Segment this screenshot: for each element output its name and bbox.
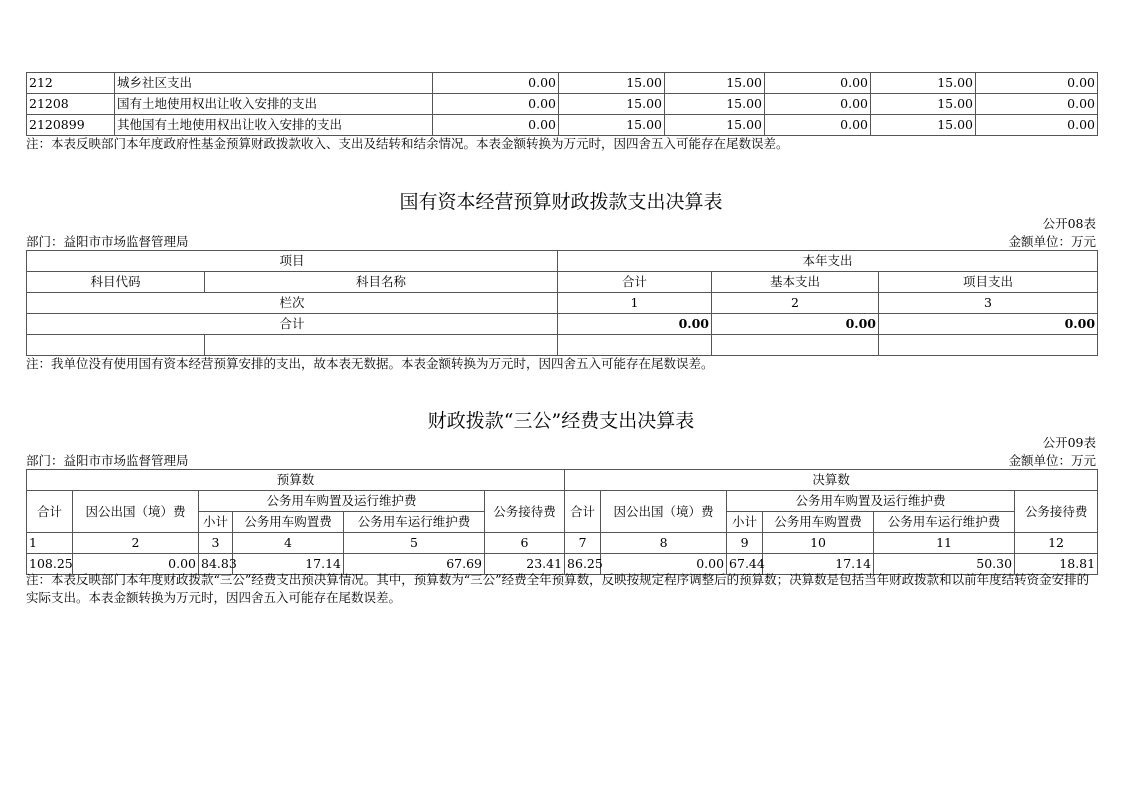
amount-cell: 0.00 bbox=[433, 73, 559, 94]
amount-cell: 0.00 bbox=[765, 115, 871, 136]
table-row bbox=[27, 293, 1098, 314]
table-row bbox=[27, 272, 1098, 293]
empty-cell bbox=[879, 335, 1098, 356]
amount-cell: 15.00 bbox=[559, 94, 665, 115]
amount-cell: 108.25 bbox=[27, 554, 73, 575]
department-label: 部门：益阳市市场监督管理局 bbox=[26, 453, 189, 468]
amount-cell: 15.00 bbox=[665, 94, 765, 115]
amount-cell: 0.00 bbox=[765, 73, 871, 94]
amount-cell: 50.30 bbox=[874, 554, 1015, 575]
table-row bbox=[27, 335, 1098, 356]
header-car: 公务用车购置及运行维护费 bbox=[727, 491, 1015, 512]
empty-cell bbox=[27, 335, 205, 356]
column-index: 5 bbox=[344, 533, 485, 554]
header-car-purchase: 公务用车购置费 bbox=[233, 512, 344, 533]
header-total: 合计 bbox=[27, 491, 73, 533]
subject-name: 其他国有土地使用权出让收入安排的支出 bbox=[115, 115, 433, 136]
amount-cell: 0.00 bbox=[976, 115, 1098, 136]
header-abroad: 因公出国（境）费 bbox=[601, 491, 727, 533]
header-year-expense: 本年支出 bbox=[558, 251, 1098, 272]
header-subject-code: 科目代码 bbox=[27, 272, 205, 293]
header-project: 项目支出 bbox=[879, 272, 1098, 293]
department-label: 部门：益阳市市场监督管理局 bbox=[26, 234, 189, 249]
header-subtotal: 小计 bbox=[199, 512, 233, 533]
amount-cell: 0.00 bbox=[433, 115, 559, 136]
three-public-table bbox=[26, 469, 1098, 575]
table-row bbox=[27, 470, 1098, 491]
three-public-table-title: 财政拨款“三公”经费支出决算表 bbox=[427, 410, 695, 432]
column-index: 1 bbox=[27, 533, 73, 554]
amount-cell: 67.44 bbox=[727, 554, 763, 575]
total-amount: 0.00 bbox=[879, 314, 1098, 335]
amount-cell: 15.00 bbox=[559, 73, 665, 94]
header-subtotal: 小计 bbox=[727, 512, 763, 533]
subject-code: 2120899 bbox=[27, 115, 115, 136]
capital-table-note: 注：我单位没有使用国有资本经营预算安排的支出，故本表无数据。本表金额转换为万元时，因四舍五入可能存在尾数误差。 bbox=[26, 356, 714, 371]
amount-cell: 17.14 bbox=[763, 554, 874, 575]
table-row bbox=[27, 115, 1098, 136]
table-row bbox=[27, 491, 1098, 512]
amount-cell: 84.83 bbox=[199, 554, 233, 575]
amount-cell: 15.00 bbox=[559, 115, 665, 136]
table-row bbox=[27, 314, 1098, 335]
header-subject-name: 科目名称 bbox=[205, 272, 558, 293]
amount-unit-label: 金额单位：万元 bbox=[1008, 453, 1096, 468]
amount-cell: 67.69 bbox=[344, 554, 485, 575]
amount-cell: 0.00 bbox=[976, 94, 1098, 115]
subject-name: 城乡社区支出 bbox=[115, 73, 433, 94]
capital-table-title: 国有资本经营预算财政拨款支出决算表 bbox=[399, 191, 723, 213]
amount-cell: 17.14 bbox=[233, 554, 344, 575]
column-index: 11 bbox=[874, 533, 1015, 554]
amount-cell: 15.00 bbox=[665, 73, 765, 94]
column-index: 2 bbox=[73, 533, 199, 554]
subject-code: 21208 bbox=[27, 94, 115, 115]
amount-cell: 15.00 bbox=[871, 94, 976, 115]
column-index: 12 bbox=[1015, 533, 1098, 554]
table-row bbox=[27, 94, 1098, 115]
amount-cell: 15.00 bbox=[665, 115, 765, 136]
table-row bbox=[27, 73, 1098, 94]
header-budget: 预算数 bbox=[27, 470, 565, 491]
header-car-operation: 公务用车运行维护费 bbox=[344, 512, 485, 533]
header-total: 合计 bbox=[565, 491, 601, 533]
column-index-label: 栏次 bbox=[27, 293, 558, 314]
header-abroad: 因公出国（境）费 bbox=[73, 491, 199, 533]
header-car-purchase: 公务用车购置费 bbox=[763, 512, 874, 533]
header-reception: 公务接待费 bbox=[1015, 491, 1098, 533]
header-item: 项目 bbox=[27, 251, 558, 272]
column-index: 3 bbox=[879, 293, 1098, 314]
column-index: 10 bbox=[763, 533, 874, 554]
amount-cell: 23.41 bbox=[485, 554, 565, 575]
total-amount: 0.00 bbox=[558, 314, 712, 335]
amount-cell: 0.00 bbox=[73, 554, 199, 575]
column-index: 2 bbox=[712, 293, 879, 314]
amount-cell: 0.00 bbox=[433, 94, 559, 115]
header-basic: 基本支出 bbox=[712, 272, 879, 293]
column-index: 4 bbox=[233, 533, 344, 554]
header-reception: 公务接待费 bbox=[485, 491, 565, 533]
three-public-table-code: 公开09表 bbox=[1042, 435, 1096, 450]
header-car-operation: 公务用车运行维护费 bbox=[874, 512, 1015, 533]
amount-cell: 0.00 bbox=[765, 94, 871, 115]
header-total: 合计 bbox=[558, 272, 712, 293]
header-final: 决算数 bbox=[565, 470, 1098, 491]
subject-name: 国有土地使用权出让收入安排的支出 bbox=[115, 94, 433, 115]
amount-cell: 0.00 bbox=[976, 73, 1098, 94]
column-index: 1 bbox=[558, 293, 712, 314]
column-index: 8 bbox=[601, 533, 727, 554]
column-index: 3 bbox=[199, 533, 233, 554]
fund-table-note: 注：本表反映部门本年度政府性基金预算财政拨款收入、支出及结转和结余情况。本表金额转换为万元时，因四舍五入可能存在尾数误差。 bbox=[26, 136, 789, 151]
amount-cell: 18.81 bbox=[1015, 554, 1098, 575]
header-car: 公务用车购置及运行维护费 bbox=[199, 491, 485, 512]
capital-table-code: 公开08表 bbox=[1042, 216, 1096, 231]
amount-cell: 86.25 bbox=[565, 554, 601, 575]
total-amount: 0.00 bbox=[712, 314, 879, 335]
table-row bbox=[27, 533, 1098, 554]
three-public-table-note: 注：本表反映部门本年度财政拨款“三公”经费支出预决算情况。其中，预算数为“三公”经费全年预算数，反映按规定程序调整后的预算数；决算数是包括当年财政拨款和以前年度结转资金安排的实际支出。本表金额转换为万元时，因四舍五入可能存在尾数误差。 bbox=[26, 572, 1090, 605]
column-index: 7 bbox=[565, 533, 601, 554]
empty-cell bbox=[712, 335, 879, 356]
empty-cell bbox=[558, 335, 712, 356]
amount-cell: 15.00 bbox=[871, 115, 976, 136]
capital-table bbox=[26, 250, 1098, 356]
amount-cell: 0.00 bbox=[601, 554, 727, 575]
empty-cell bbox=[205, 335, 558, 356]
total-label: 合计 bbox=[27, 314, 558, 335]
column-index: 6 bbox=[485, 533, 565, 554]
amount-cell: 15.00 bbox=[871, 73, 976, 94]
table-row bbox=[27, 251, 1098, 272]
fund-table bbox=[26, 72, 1098, 136]
amount-unit-label: 金额单位：万元 bbox=[1008, 234, 1096, 249]
subject-code: 212 bbox=[27, 73, 115, 94]
column-index: 9 bbox=[727, 533, 763, 554]
